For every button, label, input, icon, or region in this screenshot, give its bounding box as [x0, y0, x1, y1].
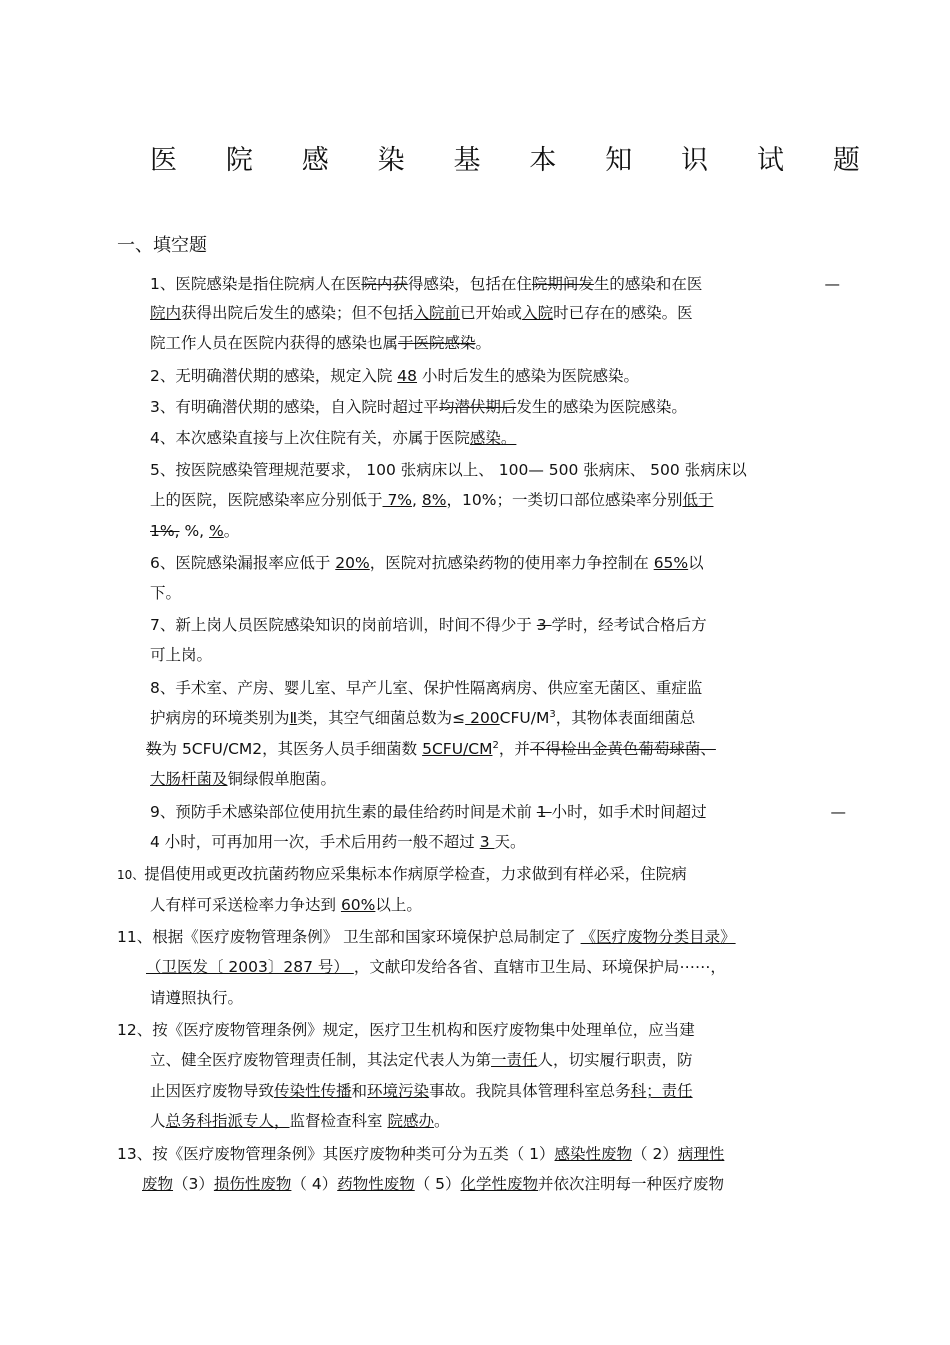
- q12-line-3: 止因医疗废物导致传染性传播和环境污染事故。我院具体管理科室总务科；责任: [150, 1082, 693, 1100]
- q7-line-1: 7、新上岗人员医院感染知识的岗前培训，时间不得少于 3 学时，经考试合格后方: [150, 616, 707, 634]
- q1-line-2: 院内获得出院后发生的感染；但不包括入院前已开始或入院时已存在的感染。医: [150, 304, 693, 322]
- q8-line-4: 大肠杆菌及铜绿假单胞菌。: [150, 770, 337, 788]
- q3-line: 3、有明确潜伏期的感染，自入院时超过平均潜伏期后发生的感染为医院感染。: [150, 398, 687, 416]
- title-char: 染: [377, 145, 405, 176]
- q11-line-1: 11、根据《医疗废物管理条例》 卫生部和国家环境保护总局制定了 《医疗废物分类目录》: [117, 928, 736, 946]
- q9-line-2: 4 小时，可再加用一次，手术后用药一般不超过 3 天。: [150, 833, 526, 851]
- title-char: 医: [150, 145, 177, 176]
- q8-line-3: 数为 5CFU/CM2，其医务人员手细菌数 $5CFU/CM^2$，并不得检出金黄色葡萄球菌、: [146, 739, 716, 758]
- q10-line-2: 人有样可采送检率力争达到 60%以上。: [150, 896, 422, 914]
- title-char: 知: [605, 145, 633, 176]
- q5-line-2: 上的医院，医院感染率应分别低于 7%, 8%，10%；一类切口部位感染率分别低于: [150, 491, 714, 509]
- q1-line-1: 1、医院感染是指住院病人在医院内获得感染，包括在住院期间发生的感染和在医 —: [150, 275, 840, 293]
- title-char: 感: [301, 145, 329, 176]
- q11-line-2: （卫医发〔 2003〕287 号） ，文献印发给各省、直辖市卫生局、环境保护局⋯⋯，: [146, 958, 726, 976]
- title-char: 试: [757, 145, 784, 176]
- q7-line-2: 可上岗。: [150, 646, 213, 664]
- q13-line-1: 13、按《医疗废物管理条例》其医疗废物种类可分为五类（ 1）感染性废物（ 2）病理性: [117, 1145, 725, 1163]
- q9-line-1: 9、预防手术感染部位使用抗生素的最佳给药时间是术前 1 小时，如手术时间超过 —: [150, 803, 846, 821]
- q8-line-1: 8、手术室、产房、婴儿室、早产儿室、保护性隔离病房、供应室无菌区、重症监: [150, 679, 703, 697]
- q12-line-1: 12、按《医疗废物管理条例》规定，医疗卫生机构和医疗废物集中处理单位，应当建: [117, 1021, 695, 1039]
- q4-line: 4、本次感染直接与上次住院有关，亦属于医院感染。: [150, 429, 517, 447]
- q8-line-2: 护病房的环境类别为Ⅱ类，其空气细菌总数为≤ $200CFU/M^3$，其物体表面细菌总: [150, 708, 696, 727]
- q5-line-3: 1%, %, %。: [150, 522, 240, 540]
- document-title: [150, 141, 860, 181]
- title-char: 识: [681, 145, 709, 176]
- title-char: 本: [529, 145, 557, 176]
- q13-line-2: 废物（3）损伤性废物（ 4）药物性废物（ 5）化学性废物并依次注明每一种医疗废物: [142, 1175, 725, 1193]
- title-char: 题: [832, 145, 860, 176]
- q5-line-1: 5、按医院感染管理规范要求， 100 张病床以上、 100— 500 张病床、 500 张病床以: [150, 461, 747, 479]
- q6-line-2: 下。: [150, 584, 182, 602]
- title-char: 院: [225, 145, 253, 176]
- q6-line-1: 6、医院感染漏报率应低于 20%，医院对抗感染药物的使用率力争控制在 65%以: [150, 554, 704, 572]
- q10-line-1: 10、提倡使用或更改抗菌药物应采集标本作病原学检查，力求做到有样必采，住院病: [117, 865, 687, 883]
- q1-line-3: 院工作人员在医院内获得的感染也属于医院感染。: [150, 334, 492, 352]
- q11-line-3: 请遵照执行。: [150, 989, 244, 1007]
- q12-line-2: 立、健全医疗废物管理责任制，其法定代表人为第一责任人，切实履行职责，防: [150, 1051, 693, 1069]
- section-heading: 一、填空题: [117, 235, 207, 256]
- q12-line-4: 人总务科指派专人，监督检查科室 院感办。: [150, 1112, 450, 1130]
- q2-line: 2、无明确潜伏期的感染，规定入院 48 小时后发生的感染为医院感染。: [150, 367, 639, 385]
- title-char: 基: [453, 145, 481, 176]
